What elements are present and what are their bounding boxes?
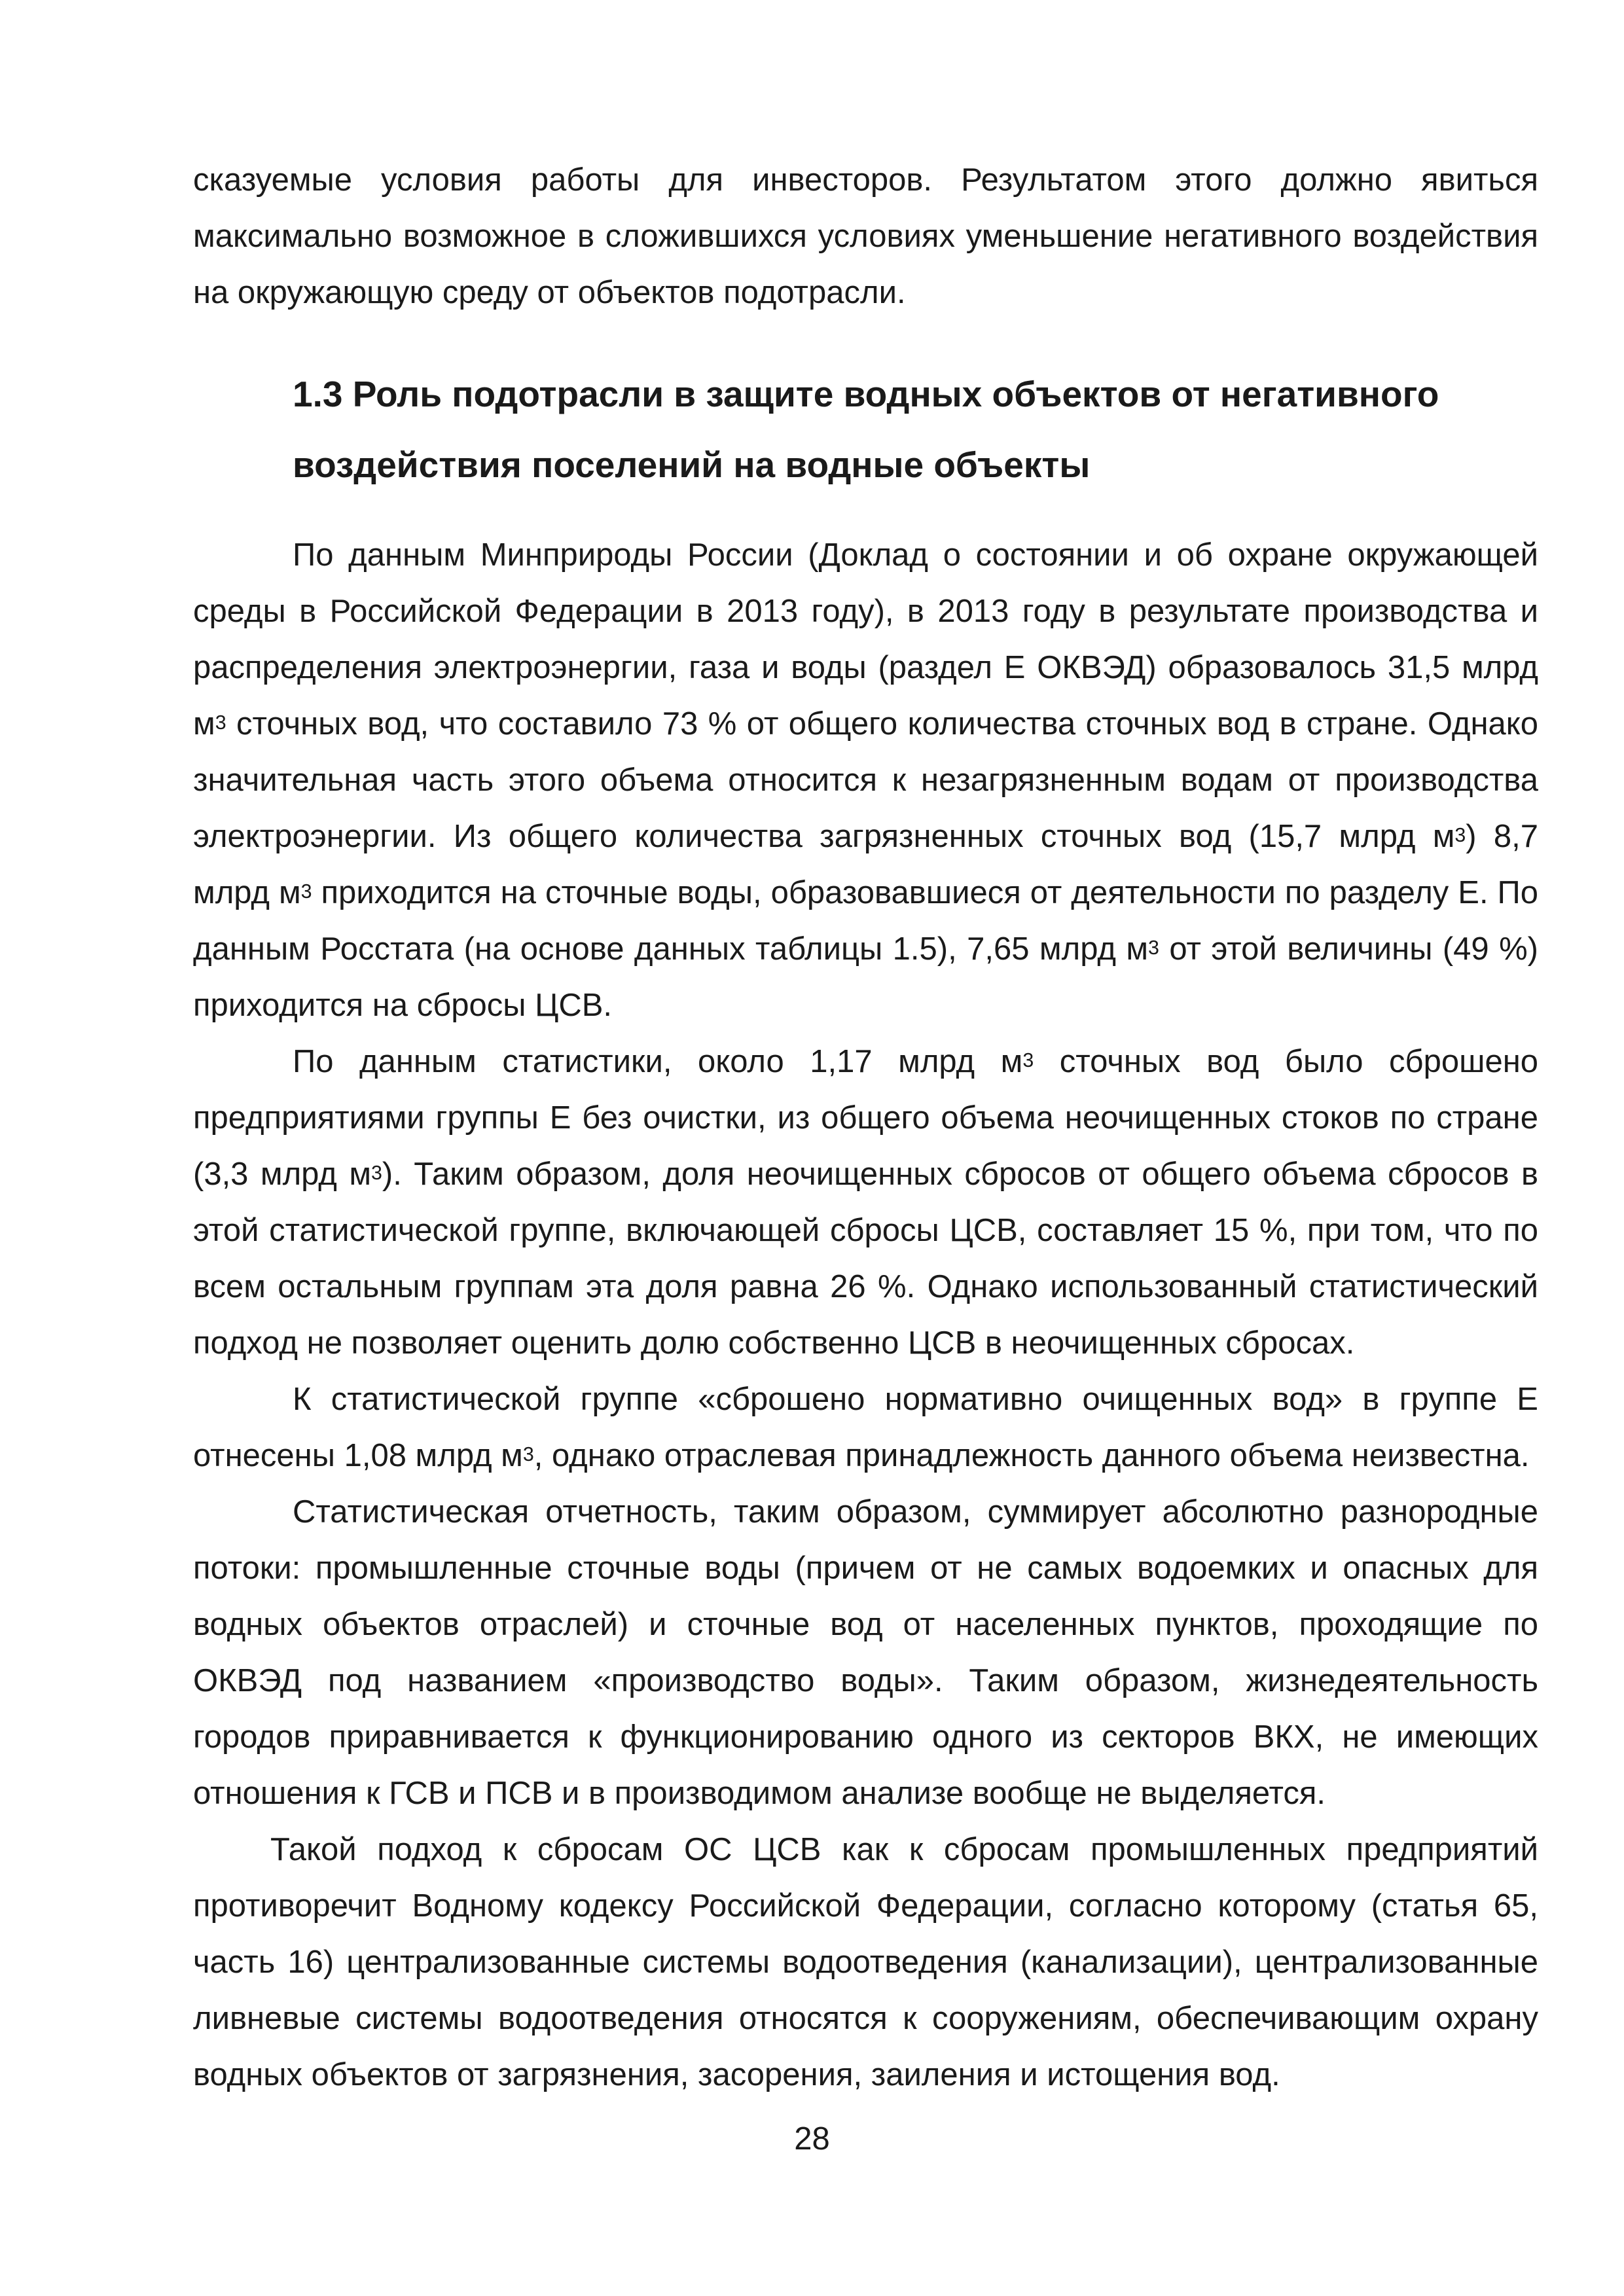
paragraph-1-part-c: ) 8,7 млрд м [193,819,1538,910]
paragraph-2-part-c: ). Таким образом, доля неочищенных сбросов от общего объема сбросов в этой статистической группе, включающей сбросы ЦСВ, составляет 15 %, при том, что по всем остальным группам эта доля равна 26 %. Однако использованный статистический подход не позволяет оценить долю собственно ЦСВ в неочищенных сбросах. [193,1157,1538,1361]
paragraph-5: Такой подход к сбросам ОС ЦСВ как к сбросам промышленных предприятий противоречит Водному кодексу Российской Федерации, согласно которому (статья 65, часть 16) централизованные системы водоотведения (канализации), централизованные ливневые системы водоотведения относятся к сооружениям, обеспечивающим охрану водных объектов от загрязнения, засорения, заиления и истощения вод. [193,1832,1538,2092]
paragraph-3-part-b: , однако отраслевая принадлежность данного объема неизвестна. [533,1438,1530,1473]
body-text [193,527,1538,2103]
paragraph-2-part-b: сточных вод было сброшено предприятиями группы Е без очистки, из общего объема неочищенных стоков по стране (3,3 млрд м [193,1044,1539,1192]
cubic-superscript: 3 [1148,937,1159,960]
cubic-superscript: 3 [215,711,226,734]
cubic-superscript: 3 [300,880,312,903]
paragraph-1-part-b: сточных вод, что составило 73 % от общего количества сточных вод в стране. Однако значительная часть этого объема относится к незагрязненным водам от производства электроэнергии. Из общего количества загрязненных сточных вод (15,7 млрд м [193,706,1538,854]
cubic-superscript: 3 [1022,1049,1034,1072]
cubic-superscript: 3 [371,1162,382,1185]
paragraph-1 [193,527,1538,1033]
cubic-superscript: 3 [522,1443,534,1466]
section-heading: 1.3 Роль подотрасли в защите водных объектов от негативного воздействия поселений на водные объекты [293,374,1439,485]
page-number: 28 [794,2121,830,2157]
paragraph-1-part-a: По данным Минприроды России (Доклад о состоянии и об охране окружающей среды в Российской Федерации в 2013 году), в 2013 году в результате производства и распределения электроэнергии, газа и воды (раздел Е ОКВЭД) образовалось 31,5 млрд м [193,537,1538,742]
paragraph-4: Статистическая отчетность, таким образом, суммирует абсолютно разнородные потоки: промышленные сточные воды (причем от не самых водоемких и опасных для водных объектов отраслей) и сточные вод от населенных пунктов, проходящие по ОКВЭД под названием «производство воды». Таким образом, жизнедеятельность городов приравнивается к функционированию одного из секторов ВКХ, не имеющих отношения к ГСВ и ПСВ и в производимом анализе вообще не выделяется. [193,1494,1538,1811]
paragraph-2 [193,1033,1538,1371]
cubic-superscript: 3 [1454,824,1466,847]
continuation-paragraph [193,152,1538,321]
paragraph-1-part-e: от этой величины (49 %) приходится на сбросы ЦСВ. [193,931,1538,1023]
continuation-text: сказуемые условия работы для инвесторов. Результатом этого должно явиться максимально возможное в сложившихся условиях уменьшение негативного воздействия на окружающую среду от объектов подотрасли. [193,162,1538,310]
paragraph-1-part-d: приходится на сточные воды, образовавшиеся от деятельности по разделу Е. По данным Росстата (на основе данных таблицы 1.5), 7,65 млрд м [193,875,1538,967]
paragraph-3-part-a: К статистической группе «сброшено нормативно очищенных вод» в группе Е отнесены 1,08 млрд м [193,1382,1538,1473]
paragraph-2-part-a: По данным статистики, около 1,17 млрд м [293,1044,1023,1079]
paragraph-3 [193,1371,1538,1484]
